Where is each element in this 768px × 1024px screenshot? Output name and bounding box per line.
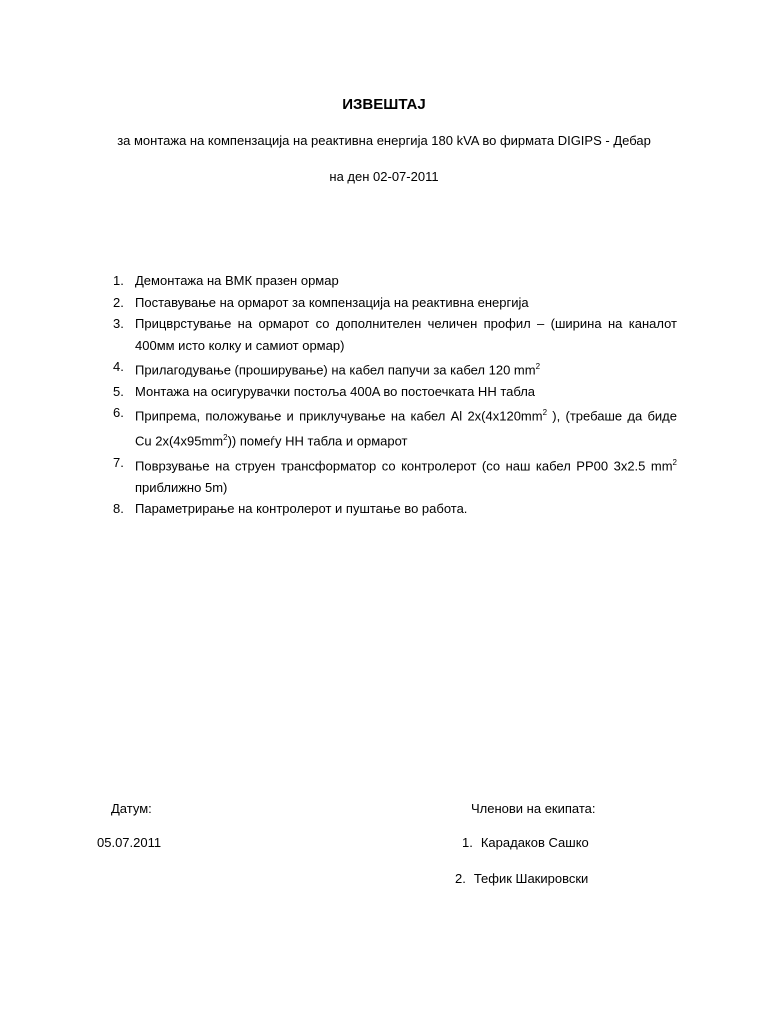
superscript: 2 bbox=[223, 433, 228, 443]
team-member-name: Карадаков Сашко bbox=[480, 835, 589, 850]
list-item-text: Демонтажа на ВМК празен ормар bbox=[135, 273, 339, 288]
list-item bbox=[110, 452, 677, 498]
list-item bbox=[110, 292, 677, 314]
list-item-number: 7. bbox=[113, 454, 124, 470]
list-item bbox=[110, 356, 677, 381]
list-item-number: 5. bbox=[113, 383, 124, 399]
list-item-text: приближно 5m) bbox=[135, 479, 228, 495]
superscript: 2 bbox=[542, 408, 548, 418]
list-item-number: 6. bbox=[113, 405, 124, 421]
team-member-name: Тефик Шакировски bbox=[473, 871, 589, 886]
list-item-number: 3. bbox=[113, 316, 124, 331]
list-item-text: )) помеѓу НН табла и ормарот bbox=[227, 433, 408, 449]
list-item-number: 2. bbox=[113, 294, 124, 310]
list-item bbox=[110, 313, 677, 356]
list-item-number: 4. bbox=[113, 359, 124, 374]
list-item-number: 8. bbox=[113, 501, 124, 517]
team-member bbox=[462, 835, 589, 850]
list-item-text: Поставување на ормарот за компензација на реактивна енергија bbox=[135, 294, 529, 310]
team-members-label: Членови на екипата: bbox=[471, 801, 596, 816]
team-member-number: 2. bbox=[455, 871, 466, 886]
team-member-number: 1. bbox=[462, 835, 473, 850]
document-subtitle: за монтажа на компензација на реактивна енергија 180 kVA во фирмата DIGIPS - Дебар bbox=[117, 133, 651, 148]
list-item-text: Прицврстување на ормарот со дополнителен челичен профил – (ширина на каналот 400мм исто колку и самиот ормар) bbox=[135, 316, 677, 353]
list-item-text: ), (требаше да биде Cu 2x(4x95mm bbox=[135, 408, 677, 449]
report-date-line: на ден 02-07-2011 bbox=[329, 169, 439, 184]
list-item-text: Поврзување на струен трансформатор со контролерот (со наш кабел PP00 3x2.5 mm bbox=[135, 458, 673, 474]
date-value: 05.07.2011 bbox=[97, 835, 162, 850]
document-title: ИЗВЕШТАЈ bbox=[342, 96, 426, 113]
superscript: 2 bbox=[535, 362, 541, 371]
team-member bbox=[455, 871, 588, 886]
date-label: Датум: bbox=[111, 801, 152, 816]
list-item bbox=[110, 402, 677, 452]
list-item bbox=[110, 498, 677, 520]
list-item-text: Припрема, положување и приклучување на кабел Al 2x(4x120mm bbox=[135, 408, 543, 424]
list-item bbox=[110, 270, 677, 292]
list-item-text: Прилагодување (проширување) на кабел папучи за кабел 120 mm bbox=[135, 362, 536, 378]
list-item-text: Параметрирање на контролерот и пуштање во работа. bbox=[135, 501, 468, 517]
list-item bbox=[110, 381, 677, 403]
list-item-number: 1. bbox=[113, 273, 124, 288]
work-items-list bbox=[110, 270, 677, 520]
list-item-text: Монтажа на осигурувачки постоља 400A во постоечката НН табла bbox=[135, 383, 536, 399]
superscript: 2 bbox=[672, 457, 677, 467]
